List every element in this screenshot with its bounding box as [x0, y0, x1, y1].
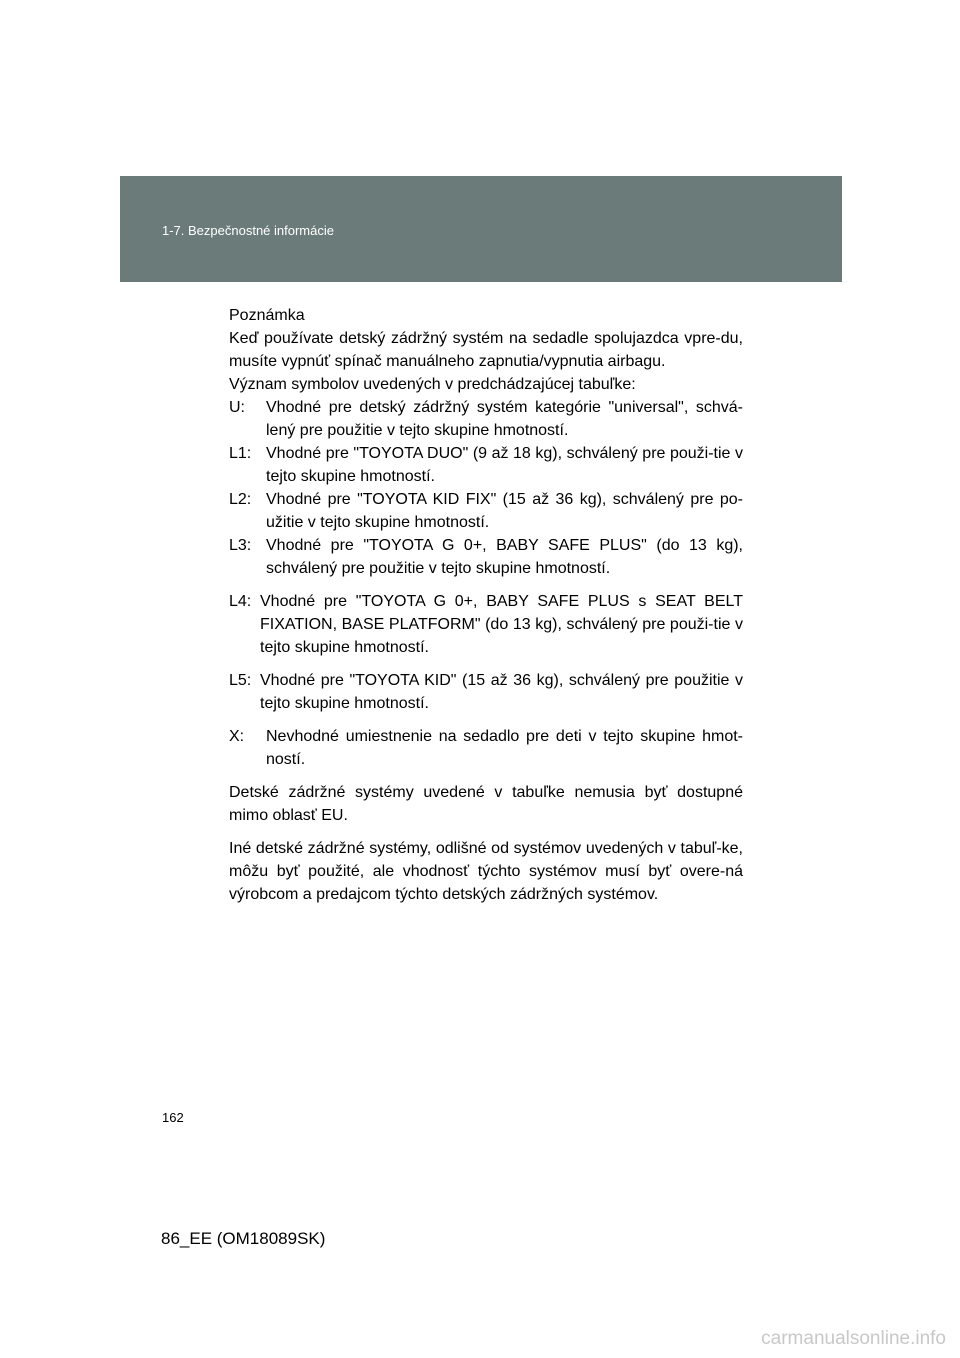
- legend-item-l5: [229, 669, 743, 715]
- page-content: [229, 304, 743, 906]
- legend-item-l1: [229, 442, 743, 488]
- page-number: 162: [162, 1110, 184, 1125]
- legend-label: L5:: [229, 672, 252, 689]
- legend-label: L2:: [229, 491, 252, 508]
- legend-item-l3: [229, 534, 743, 580]
- legend-label: L1:: [229, 445, 252, 462]
- legend-item-u: [229, 396, 743, 442]
- legend-label: X:: [229, 728, 245, 745]
- other-systems-paragraph: Iné detské zádržné systémy, odlišné od systémov uvedených v tabuľ-ke, môžu byť použité, ale vhodnosť týchto systémov musí byť overe-ná výrobcom a predajcom týchto detských zádržných systémov.: [229, 840, 743, 903]
- legend-text: Vhodné pre "TOYOTA G 0+, BABY SAFE PLUS s SEAT BELT FIXATION, BASE PLATFORM" (do 13 kg), schválený pre použi-tie v tejto skupine hmotností.: [260, 593, 743, 656]
- legend-text: Vhodné pre "TOYOTA KID" (15 až 36 kg), schválený pre použitie v tejto skupine hmotností.: [260, 672, 743, 712]
- airbag-intro-paragraph: Keď používate detský zádržný systém na sedadle spolujazdca vpre-du, musíte vypnúť spínač manuálneho zapnutia/vypnutia airbagu.: [229, 330, 743, 370]
- note-heading: Poznámka: [229, 307, 305, 324]
- symbols-heading: Význam symbolov uvedených v predchádzajúcej tabuľke:: [229, 376, 636, 393]
- availability-paragraph: Detské zádržné systémy uvedené v tabuľke nemusia byť dostupné mimo oblasť EU.: [229, 784, 743, 824]
- legend-text: Vhodné pre "TOYOTA KID FIX" (15 až 36 kg), schválený pre po-užitie v tejto skupine hmotností.: [266, 491, 743, 531]
- site-watermark: carmanualsonline.info: [761, 1328, 946, 1349]
- document-code: 86_EE (OM18089SK): [161, 1229, 326, 1248]
- legend-label: U:: [229, 399, 245, 416]
- legend-text: Vhodné pre detský zádržný systém kategórie "universal", schvá-lený pre použitie v tejto skupine hmotností.: [266, 399, 743, 439]
- legend-label: L3:: [229, 537, 252, 554]
- legend-text: Vhodné pre "TOYOTA G 0+, BABY SAFE PLUS" (do 13 kg), schválený pre použitie v tejto skupine hmotností.: [266, 537, 743, 577]
- legend-item-x: [229, 725, 743, 771]
- legend-text: Vhodné pre "TOYOTA DUO" (9 až 18 kg), schválený pre použi-tie v tejto skupine hmotností.: [266, 445, 743, 485]
- legend-text: Nevhodné umiestnenie na sedadlo pre deti v tejto skupine hmot-ností.: [266, 728, 743, 768]
- section-header-band: [120, 176, 842, 282]
- legend-item-l4: [229, 590, 743, 659]
- section-title: 1-7. Bezpečnostné informácie: [162, 223, 334, 238]
- legend-item-l2: [229, 488, 743, 534]
- legend-label: L4:: [229, 593, 252, 610]
